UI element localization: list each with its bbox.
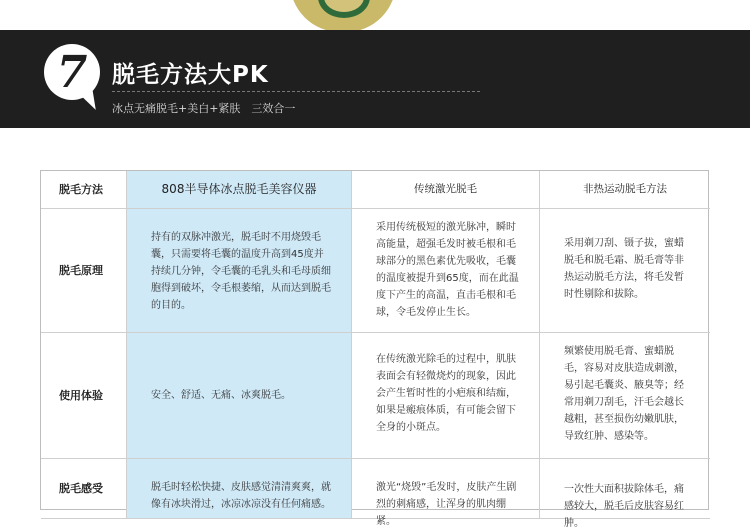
cell-feeling-808: 脱毛时轻松快捷、皮肤感觉清清爽爽，就像有冰块滑过，冰凉冰凉没有任何痛感。 (127, 459, 352, 519)
comparison-table (40, 170, 709, 529)
section-banner (0, 30, 750, 128)
section-number-badge: 7 (44, 44, 100, 100)
title-divider (112, 91, 480, 92)
cell-principle-non-thermal: 采用剃刀刮、镊子拔，蜜蜡脱毛和脱毛霜、脱毛膏等非热运动脱毛方法，将毛发暂时性剔除和拔除。 (540, 209, 710, 333)
header-method: 脱毛方法 (41, 171, 127, 209)
cell-experience-808: 安全、舒适、无痛、冰爽脱毛。 (127, 333, 352, 459)
header-non-thermal: 非热运动脱毛方法 (540, 171, 710, 209)
product-image-fragment (290, 0, 396, 32)
section-subtitle: 冰点无痛脱毛+美白+紧肤 三效合一 (112, 102, 296, 115)
header-laser: 传统激光脱毛 (352, 171, 540, 209)
cell-experience-laser: 在传统激光除毛的过程中，肌肤表面会有轻微烧灼的现象，因此会产生暂时性的小疤痕和结痂，如果是瘢痕体质，有可能会留下全身的小斑点。 (352, 333, 540, 459)
header-808-device: 808半导体冰点脱毛美容仪器 (127, 171, 352, 209)
cell-feeling-laser: 激光“烧毁”毛发时，皮肤产生剧烈的刺痛感，让浑身的肌肉绷紧。 (352, 459, 540, 519)
row-label-principle: 脱毛原理 (41, 209, 127, 333)
section-title: 脱毛方法大PK (112, 62, 269, 88)
cell-principle-laser: 采用传统极短的激光脉冲，瞬时高能量，超强毛发时被毛根和毛球部分的黑色素优先吸收，毛囊的温度被提升到65度，而在此温度下产生的高温，直击毛根和毛球，令毛发停止生长。 (352, 209, 540, 333)
cell-experience-non-thermal: 频繁使用脱毛膏、蜜蜡脱毛，容易对皮肤造成刺激，易引起毛囊炎、腋臭等；经常用剃刀刮毛，汗毛会越长越粗，甚至损伤幼嫩肌肤，导致红肿、感染等。 (540, 333, 710, 459)
cell-feeling-non-thermal: 一次性大面积拔除体毛，痛感较大，脱毛后皮肤容易红肿。 (540, 459, 710, 519)
cell-principle-808: 持有的双脉冲激光，脱毛时不用烧毁毛囊，只需要将毛囊的温度升高到45度并持续几分钟，令毛囊的毛乳头和毛母质细胞得到破坏，令毛根萎缩，从而达到脱毛的目的。 (127, 209, 352, 333)
row-label-experience: 使用体验 (41, 333, 127, 459)
row-label-feeling: 脱毛感受 (41, 459, 127, 519)
